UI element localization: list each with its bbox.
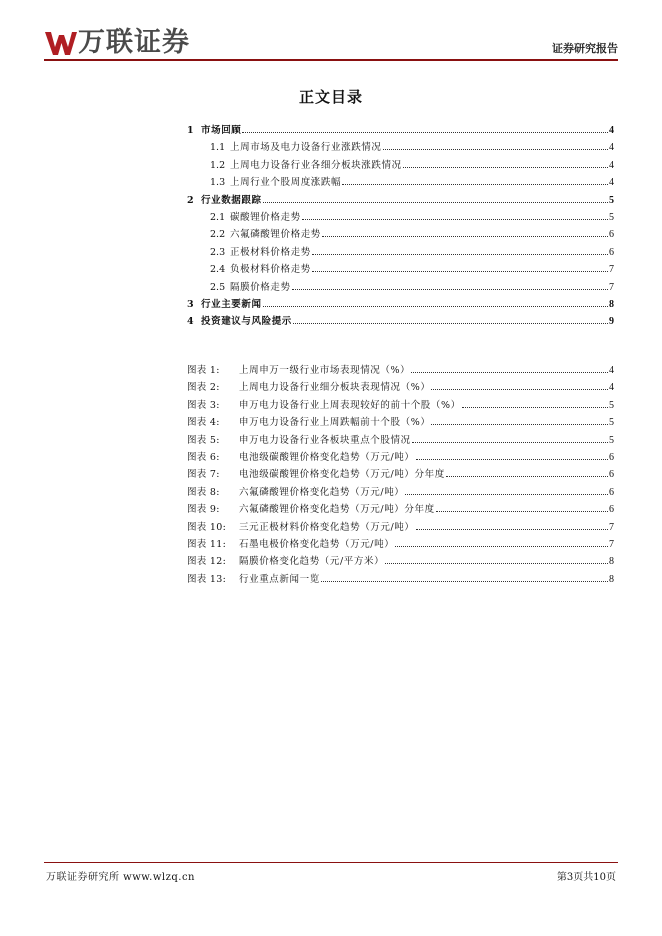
toc-entry-label: 行业数据跟踪: [201, 194, 262, 206]
figure-entry-label: 电池级碳酸锂价格变化趋势（万元/吨）分年度: [239, 469, 445, 481]
figure-entry-page: 6: [609, 469, 614, 481]
figure-entry-page: 4: [609, 365, 614, 376]
figure-entry[interactable]: [187, 362, 614, 379]
toc-entry-label: 上周市场及电力设备行业涨跌情况: [230, 142, 382, 154]
toc-entry[interactable]: [187, 122, 614, 139]
toc-entry[interactable]: [187, 192, 614, 209]
figure-entry-page: 5: [609, 417, 614, 429]
figure-entry[interactable]: [187, 379, 614, 396]
figure-entry-label: 申万电力设备行业各板块重点个股情况: [239, 434, 411, 446]
figure-entry-number: 图表 10:: [187, 521, 227, 533]
dot-leader: [416, 529, 608, 530]
toc-entry-label: 负极材料价格走势: [230, 264, 311, 276]
figure-entry-label: 六氟磷酸锂价格变化趋势（万元/吨）分年度: [239, 504, 435, 516]
dot-leader: [383, 149, 608, 150]
dot-leader: [263, 202, 608, 203]
figure-entry-label: 六氟磷酸锂价格变化趋势（万元/吨）: [239, 486, 405, 498]
toc-entry-number: 2.3: [210, 246, 226, 258]
figure-entry-number: 图表 12:: [187, 556, 227, 568]
company-logo: [44, 27, 190, 59]
toc-entry-number: 2: [187, 194, 194, 206]
table-of-contents: [187, 122, 614, 331]
dot-leader: [385, 563, 608, 564]
toc-entry-page: 4: [609, 177, 614, 189]
dot-leader: [395, 546, 608, 547]
toc-entry-label: 上周电力设备行业各细分板块涨跌情况: [230, 159, 402, 171]
toc-entry-number: 1.3: [210, 177, 226, 189]
dot-leader: [405, 494, 608, 495]
figure-entry-page: 6: [609, 451, 614, 463]
toc-entry-page: 8: [609, 298, 614, 310]
dot-leader: [412, 442, 608, 443]
toc-entry[interactable]: [187, 244, 614, 261]
toc-entry-number: 2.2: [210, 229, 226, 241]
figure-entry-label: 三元正极材料价格变化趋势（万元/吨）: [239, 521, 415, 533]
toc-entry-page: 4: [609, 142, 614, 154]
figure-entry-label: 石墨电极价格变化趋势（万元/吨）: [239, 538, 395, 550]
toc-title: 正文目录: [298, 88, 363, 106]
figure-entry-page: 5: [609, 434, 614, 446]
toc-entry[interactable]: [187, 313, 614, 330]
dot-leader: [312, 254, 608, 255]
header-divider: [44, 59, 618, 61]
dot-leader: [321, 581, 608, 582]
toc-entry-label: 隔膜价格走势: [230, 281, 291, 293]
toc-entry[interactable]: [187, 209, 614, 226]
figure-entry[interactable]: [187, 519, 614, 536]
figure-entry-label: 行业重点新闻一览: [239, 573, 320, 585]
toc-entry[interactable]: [187, 279, 614, 296]
toc-entry-page: 5: [609, 194, 614, 206]
figure-entry-page: 4: [609, 382, 614, 394]
toc-entry-number: 1: [187, 125, 194, 136]
dot-leader: [411, 372, 608, 373]
figure-entry-number: 图表 1:: [187, 365, 220, 376]
figure-entry[interactable]: [187, 466, 614, 483]
dot-leader: [462, 407, 608, 408]
figure-entry[interactable]: [187, 414, 614, 431]
toc-entry[interactable]: [187, 226, 614, 243]
dot-leader: [293, 323, 608, 324]
toc-entry-label: 行业主要新闻: [201, 298, 262, 310]
figure-entry[interactable]: [187, 397, 614, 414]
figure-entry-label: 电池级碳酸锂价格变化趋势（万元/吨）: [239, 451, 415, 463]
figure-entry[interactable]: [187, 553, 614, 570]
figure-entry-page: 8: [609, 573, 614, 585]
footer-source: 万联证券研究所 www.wlzq.cn: [46, 872, 195, 883]
figure-entry-number: 图表 2:: [187, 382, 220, 394]
page-indicator: 第3页共10页: [556, 872, 616, 883]
dot-leader: [342, 184, 608, 185]
dot-leader: [292, 289, 608, 290]
toc-entry[interactable]: [187, 296, 614, 313]
figure-entry-number: 图表 8:: [187, 486, 220, 498]
toc-entry-number: 1.1: [210, 142, 226, 154]
toc-entry-number: 2.4: [210, 264, 226, 276]
dot-leader: [302, 219, 608, 220]
figure-entry-number: 图表 7:: [187, 469, 220, 481]
toc-entry-label: 六氟磷酸锂价格走势: [230, 229, 321, 241]
figure-entry-label: 上周申万一级行业市场表现情况（%）: [239, 365, 411, 376]
dot-leader: [436, 511, 608, 512]
figure-entry[interactable]: [187, 432, 614, 449]
toc-entry[interactable]: [187, 139, 614, 156]
toc-entry[interactable]: [187, 261, 614, 278]
toc-entry-number: 1.2: [210, 159, 226, 171]
toc-entry-label: 正极材料价格走势: [230, 246, 311, 258]
dot-leader: [416, 459, 608, 460]
figure-entry-number: 图表 9:: [187, 504, 220, 516]
figure-entry-label: 申万电力设备行业上周跌幅前十个股（%）: [239, 417, 431, 429]
figure-entry-number: 图表 3:: [187, 399, 220, 411]
toc-entry-page: 6: [609, 229, 614, 241]
toc-entry-number: 4: [187, 316, 194, 328]
figure-entry[interactable]: [187, 571, 614, 588]
figure-entry[interactable]: [187, 484, 614, 501]
figure-list: [187, 362, 614, 588]
dot-leader: [403, 167, 608, 168]
figure-entry-page: 7: [609, 538, 614, 550]
dot-leader: [431, 424, 608, 425]
figure-entry[interactable]: [187, 449, 614, 466]
dot-leader: [446, 476, 608, 477]
toc-entry-number: 2.1: [210, 211, 226, 223]
toc-entry-page: 4: [609, 125, 614, 136]
footer-divider: [44, 862, 618, 863]
figure-entry-label: 上周电力设备行业细分板块表现情况（%）: [239, 382, 431, 394]
figure-entry-number: 图表 6:: [187, 451, 220, 463]
figure-entry-page: 8: [609, 556, 614, 568]
figure-entry-number: 图表 13:: [187, 573, 227, 585]
toc-entry-label: 碳酸锂价格走势: [230, 211, 301, 223]
toc-entry-label: 投资建议与风险提示: [201, 316, 292, 328]
brand-name: 万联证券: [78, 27, 190, 58]
toc-entry-number: 3: [187, 298, 194, 310]
figure-entry-number: 图表 4:: [187, 417, 220, 429]
figure-entry-number: 图表 5:: [187, 434, 220, 446]
toc-entry-page: 7: [609, 264, 614, 276]
figure-entry-number: 图表 11:: [187, 538, 227, 550]
toc-entry-label: 市场回顾: [201, 125, 242, 136]
dot-leader: [242, 132, 608, 133]
toc-entry-page: 6: [609, 246, 614, 258]
toc-entry-page: 9: [609, 316, 614, 328]
figure-entry-label: 申万电力设备行业上周表现较好的前十个股（%）: [239, 399, 461, 411]
document-type-label: 证券研究报告: [552, 42, 618, 55]
figure-entry-label: 隔膜价格变化趋势（元/平方米）: [239, 556, 385, 568]
toc-entry[interactable]: [187, 157, 614, 174]
wanlian-w-logo-icon: [44, 29, 78, 57]
figure-entry[interactable]: [187, 536, 614, 553]
figure-entry-page: 6: [609, 486, 614, 498]
toc-entry[interactable]: [187, 174, 614, 191]
toc-entry-page: 7: [609, 281, 614, 293]
toc-entry-label: 上周行业个股周度涨跌幅: [230, 177, 342, 189]
dot-leader: [312, 271, 608, 272]
toc-entry-page: 5: [609, 211, 614, 223]
dot-leader: [263, 306, 608, 307]
figure-entry[interactable]: [187, 501, 614, 518]
toc-entry-number: 2.5: [210, 281, 226, 293]
dot-leader: [322, 236, 608, 237]
figure-entry-page: 7: [609, 521, 614, 533]
figure-entry-page: 6: [609, 504, 614, 516]
toc-entry-page: 4: [609, 159, 614, 171]
dot-leader: [431, 389, 608, 390]
figure-entry-page: 5: [609, 399, 614, 411]
